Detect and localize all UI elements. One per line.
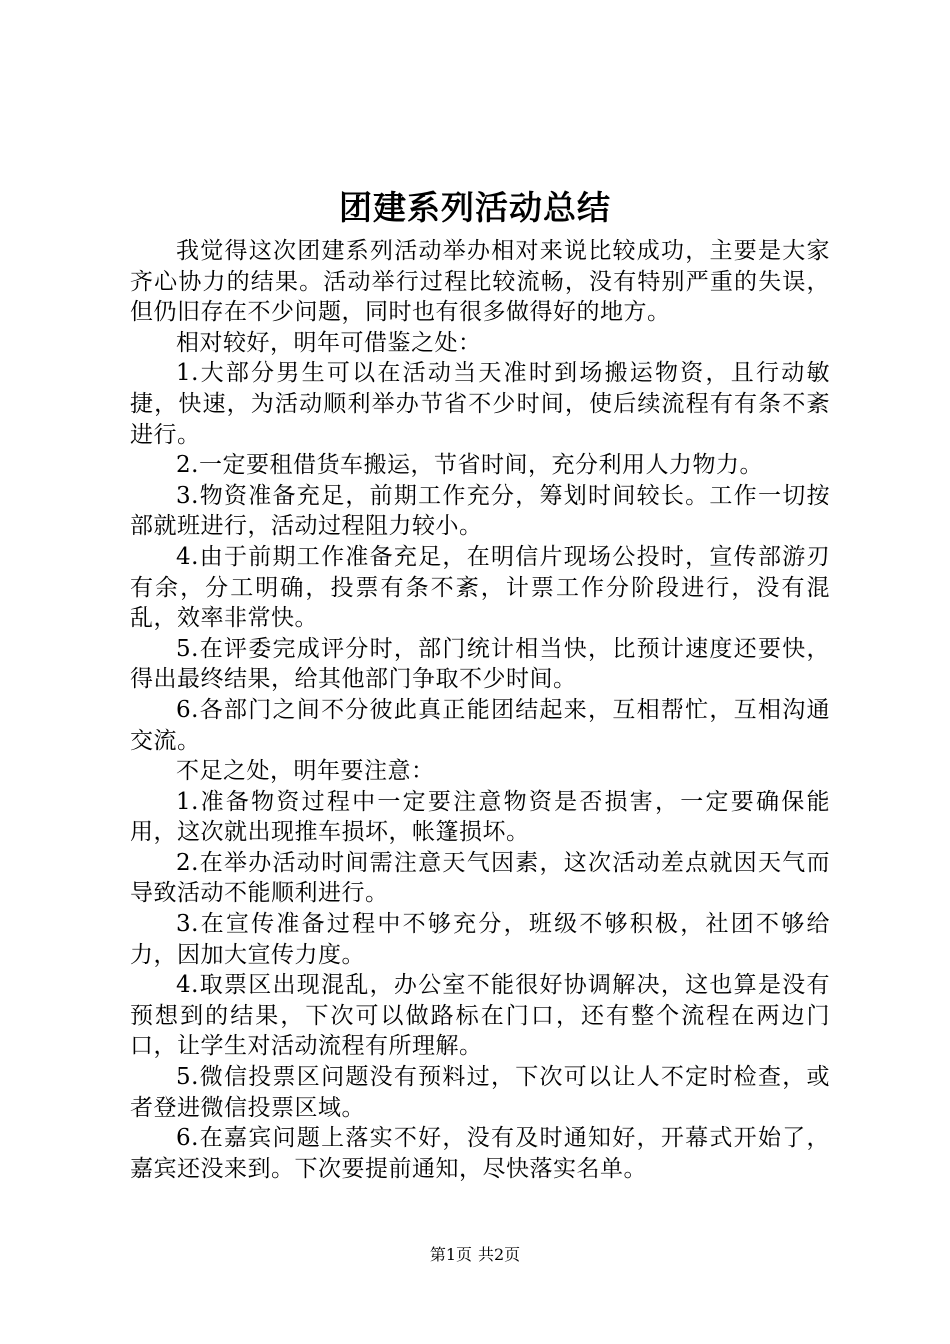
weakness-item-1: 1.准备物资过程中一定要注意物资是否损害，一定要确保能用，这次就出现推车损坏，帐篷损坏。 (130, 788, 830, 846)
document-body (130, 236, 830, 1184)
weakness-item-4: 4.取票区出现混乱，办公室不能很好协调解决，这也算是没有预想到的结果，下次可以做路标在门口，还有整个流程在两边门口，让学生对活动流程有所理解。 (130, 972, 830, 1060)
page-total: 共2页 (478, 1245, 521, 1264)
page-number: 第1页 (429, 1245, 472, 1264)
strength-item-2: 2.一定要租借货车搬运，节省时间，充分利用人力物力。 (176, 452, 763, 479)
strength-item-6: 6.各部门之间不分彼此真正能团结起来，互相帮忙，互相沟通交流。 (130, 696, 830, 754)
section-heading-strengths: 相对较好，明年可借鉴之处： (176, 329, 482, 356)
strength-item-4: 4.由于前期工作准备充足，在明信片现场公投时，宣传部游刃有余，分工明确，投票有条不紊，计票工作分阶段进行，没有混乱，效率非常快。 (130, 543, 830, 632)
strength-item-5: 5.在评委完成评分时，部门统计相当快，比预计速度还要快，得出最终结果，给其他部门争取不少时间。 (130, 635, 830, 693)
document-title: 团建系列活动总结 (339, 188, 611, 227)
weakness-item-2: 2.在举办活动时间需注意天气因素，这次活动差点就因天气而导致活动不能顺利进行。 (130, 849, 830, 907)
weakness-item-6: 6.在嘉宾问题上落实不好，没有及时通知好，开幕式开始了，嘉宾还没来到。下次要提前通知，尽快落实名单。 (130, 1125, 830, 1182)
page-footer (0, 1244, 950, 1266)
section-heading-weaknesses: 不足之处，明年要注意： (176, 758, 435, 785)
weakness-item-3: 3.在宣传准备过程中不够充分，班级不够积极，社团不够给力，因加大宣传力度。 (130, 911, 830, 968)
strength-item-3: 3.物资准备充足，前期工作充分，筹划时间较长。工作一切按部就班进行，活动过程阻力较小。 (130, 482, 830, 540)
intro-paragraph: 我觉得这次团建系列活动举办相对来说比较成功，主要是大家齐心协力的结果。活动举行过程比较流畅，没有特别严重的失误，但仍旧存在不少问题，同时也有很多做得好的地方。 (130, 238, 830, 326)
strength-item-1: 1.大部分男生可以在活动当天准时到场搬运物资，且行动敏捷，快速，为活动顺利举办节省不少时间，使后续流程有有条不紊进行。 (130, 360, 830, 448)
weakness-item-5: 5.微信投票区问题没有预料过，下次可以让人不定时检查，或者登进微信投票区域。 (130, 1064, 830, 1121)
